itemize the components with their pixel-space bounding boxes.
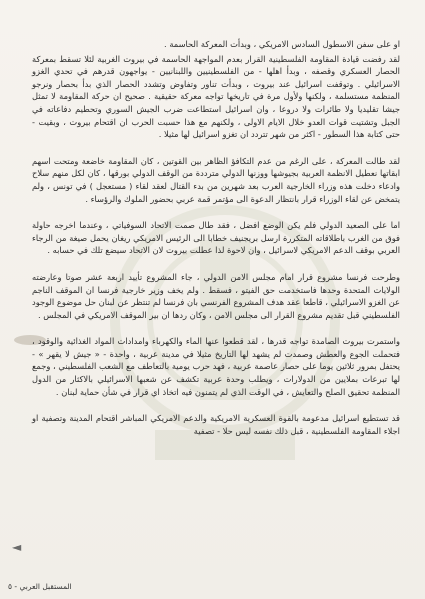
article-body bbox=[32, 38, 400, 451]
paragraph-3: لقد طالت المعركة ، على الرغم من عدم التكافؤ الظاهر بين القوتين ، كان المقاومة خاضعة ومتحت اسهم ابقاتها نعطيل الانظمة العربية بجيوشها ووزنها الدولي مترددة من الوقف الدولي بورقها ، كان لكل منهم سلاح وادعاء دخلت هذه وزراء الخارجية العرب بعد شهرين من بدء القتال لعقد لقاء ( مستعجل ) في تونس ، ولم يتمخض عن لقاء الوزراء قرار بانتظار الدعوة الى مؤتمر قمة عربي بحضور الملوك والرؤساء . bbox=[32, 155, 400, 204]
paragraph-5: وطرحت فرنسا مشروع قرار امام مجلس الامن الدولي ، جاء المشروع تأييد اربعة عشر صوتا وعارضته الولايات المتحدة وحدها فاستخدمت حق الفيتو ، فسقط . ولم يخف وزير خارجية فرنسا ان الموقف الناجم عن الغزو الاسرائيلي ، قاطعا عقد هدف المشروع الفرنسي بان فرنسا لم تنتظر عن لبنان حل موضوع الوجود الفلسطيني قبل تقديم مشروع القرار الى مجلس الامن ، وكان ردها ان بير الموقف الامريكي في المجلس . bbox=[32, 271, 400, 320]
paragraph-2: لقد رفضت قيادة المقاومة الفلسطينية القرار بعدم المواجهة الحاسمة في بيروت الغربية لئلا تسقط بمعركة الحصار العسكري وقصفه ، وبدأ اهلها - من الفلسطينيين واللبنانيين - يواجهون قدرهم في تحدي الغزو الاسرائيلي . وتوقفت اسرائيل عند بيروت ، وبدأت تناور وتفاوض وتشدد الحصار الذي بدأ بحصار ونرجو المنظمة مستسلمة ، ولكنها ولأول مرة في تاريخها تواجه معركة حقيقية . صحيح ان حركة المقاومة لا تمثل جيشا تقليديا ولا طائرات ولا دروعا ، وان اسرائيل استطاعت ضرب الجيش السوري وتحطيم دفاعاته في الجبل وتشتيت قوات العدو خلال الايام الاولى ، ولكنهم مع هذا حسبت الحرب ان اقتحام بيروت ، وبقيت - حتى كتابة هذا السطور - اكثر من شهر تتردد ان تغزو اسرائيل لها مثيلا . bbox=[32, 53, 400, 140]
paragraph-1: او على سفن الاسطول السادس الامريكي ، وبدأت المعركة الحاسمة . bbox=[164, 39, 400, 49]
paragraph-4: اما على الصعيد الدولي فلم يكن الوضع افضل ، فقد طال صمت الاتحاد السوفياتي ، وعندما اخرجه حاولة فوق من الغرب باطلاقاته المتكررة ارسل بريجنيف خطابا الى الرئيس الامريكي ريغان يحمل صيغة من الرجاء العربي بوقف الدعم الامريكي لاسرائيل ، وان لاحوة لذا عطلت بيروت لان الاتحاد سيضع تلك في حسابه . bbox=[32, 220, 400, 256]
paragraph-7: قد تستطيع اسرائيل مدعومة بالقوة العسكرية الامريكية والدعم الامريكي المباشر اقتحام المدينة وتصفية او اجلاء المقاومة الفلسطينية ، قبل ذلك نفسه ليس حلا - تصفية bbox=[32, 413, 400, 436]
page-footer: المستقبل العربي - ٥ bbox=[8, 582, 72, 591]
paragraph-6: واستمرت بيروت الصامدة تواجه قدرها ، لقد قطعوا عنها الماء والكهرباء وامدادات المواد الغذائية والوقود ، فتحملت الجوع والعطش وصمدت لم يشهد لها التاريخ مثيلا في مدينة عربية ، واحدة - « جيش لا يقهر » - يحتفل بمرور ثلاثين يوما على حصار عاصمة عربية ، فهد حرب يومية بالتعاطف مع الشعب الفلسطيني ، وجمع لها تبرعات بملايين من الدولارات ، ويطلب وحدة عربية تكشف عن شعبها الاسرائيلي بالاكثار من الدول المنظمة تحقيق الصلح والتعايش ، في الوقت الذي لم يتمنون فيه اتخاذ اي قرار في شأن حماية لبنان . bbox=[32, 336, 400, 397]
left-pointer-icon: ◄ bbox=[12, 540, 22, 554]
